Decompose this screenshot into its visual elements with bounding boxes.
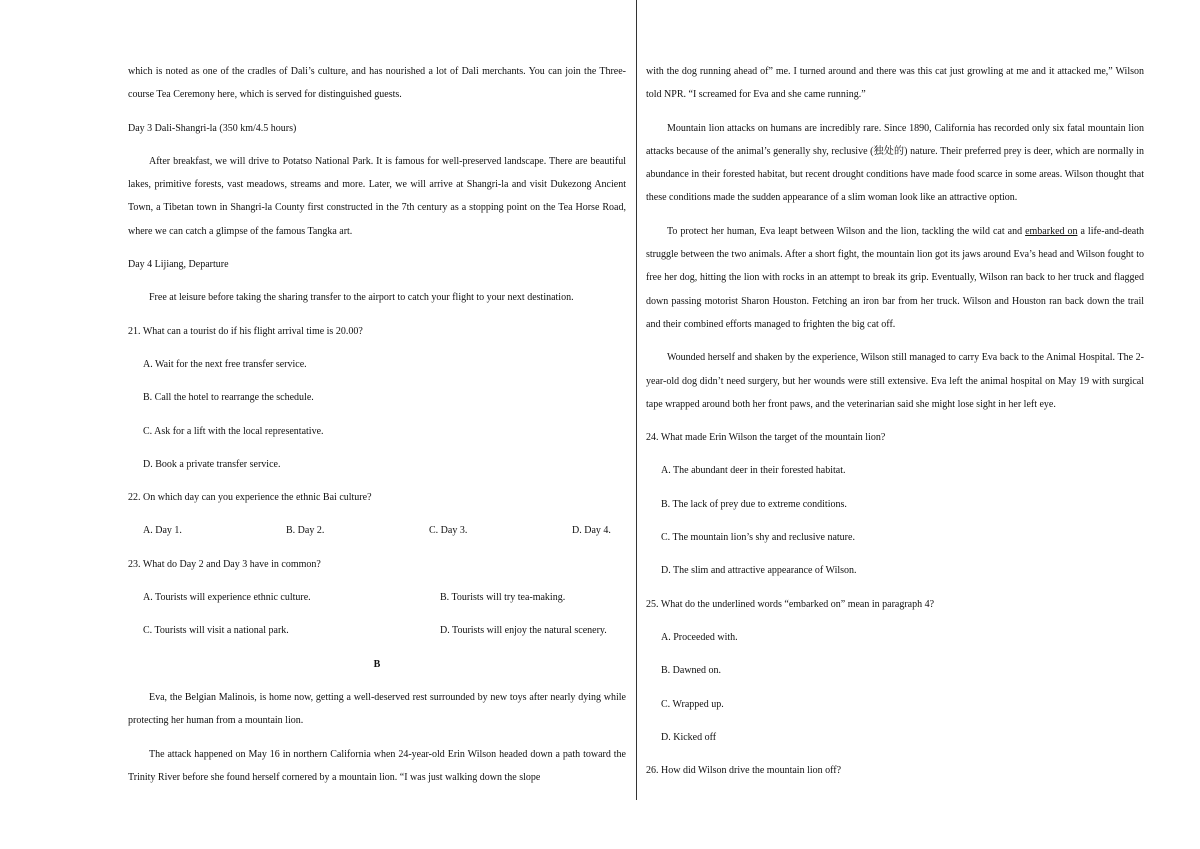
paragraph-4-text-start: To protect her human, Eva leapt between Wilson and the lion, tackling the wild cat and [667,225,1026,237]
q23-option-b: B. Tourists will try tea-making. [440,592,566,604]
passage-b-continued: with the dog running ahead of” me. I turned around and there was this cat just growling at me and it attacked me,” Wilson told NPR. “I screamed for Eva and she came running.” [646,66,1144,101]
q24-option-a: A. The abundant deer in their forested habitat. [661,465,846,477]
question-26: 26. How did Wilson drive the mountain lion off? [646,765,842,777]
q21-option-a: A. Wait for the next free transfer service. [143,358,307,370]
q22-option-a: A. Day 1. [143,525,182,537]
q23-options-row2 [128,619,626,642]
passage-b-paragraph-5: Wounded herself and shaken by the experience, Wilson still managed to carry Eva back to the Animal Hospital. The 2-year-old dog didn’t need surgery, but her wounds were still extensive. Eva left the animal hospital on May 19 with surgical tape wrapped around both her front paws, and the veterinarian said she might lose sight in her left eye. [646,352,1144,410]
day4-paragraph: Free at leisure before taking the sharing transfer to the airport to catch your flight to your next destination. [149,292,574,304]
q25-option-d: D. Kicked off [661,731,717,743]
question-24: 24. What made Erin Wilson the target of the mountain lion? [646,432,886,444]
q24-option-c: C. The mountain lion’s shy and reclusive nature. [661,532,855,544]
underlined-phrase: embarked on [1025,225,1078,237]
passage-b-paragraph-3: Mountain lion attacks on humans are incredibly rare. Since 1890, California has recorded only six fatal mountain lion attacks because of the animal’s generally shy, reclusive (独处的) nature. Their preferred prey is deer, which are normally in abundance in their forested habitat, but recent drought conditions have made food scarce in some areas. Wilson thought that these conditions made the sudden appearance of a slim woman look like an attractive option. [646,122,1144,204]
column-divider [636,0,637,800]
passage-b-paragraph-2: The attack happened on May 16 in northern California when 24-year-old Erin Wilson headed down a path toward the Trinity River before she found herself cornered by a mountain lion. “I was just walking down the slope [128,748,626,783]
q22-options [128,519,626,542]
question-23: 23. What do Day 2 and Day 3 have in common? [128,558,321,570]
q21-option-d: D. Book a private transfer service. [143,458,281,470]
left-column [128,60,626,799]
passage-b-paragraph-1: Eva, the Belgian Malinois, is home now, getting a well-deserved rest surrounded by new toys after nearly dying while protecting her human from a mountain lion. [128,691,626,727]
passage-b-paragraph-4 [646,220,1144,336]
question-25: 25. What do the underlined words “embarked on” mean in paragraph 4? [646,598,935,610]
q25-option-a: A. Proceeded with. [661,631,738,643]
q23-options-row1 [128,586,626,609]
q22-option-b: B. Day 2. [286,525,325,537]
q23-option-c: C. Tourists will visit a national park. [143,625,289,637]
q23-option-a: A. Tourists will experience ethnic culture. [143,592,311,604]
right-column [646,60,1144,792]
q24-option-d: D. The slim and attractive appearance of Wilson. [661,565,857,577]
q22-option-d: D. Day 4. [572,525,611,537]
q22-option-c: C. Day 3. [429,525,468,537]
section-b-heading: B [373,658,381,670]
q21-option-b: B. Call the hotel to rearrange the schedule. [143,392,314,404]
q25-option-b: B. Dawned on. [661,665,721,677]
day3-heading: Day 3 Dali-Shangri-la (350 km/4.5 hours) [128,122,297,134]
q23-option-d: D. Tourists will enjoy the natural scenery. [440,625,607,637]
paragraph-4-text-end: a life-and-death struggle between the two animals. After a short fight, the mountain lion got its jaws around Eva’s head and Wilson fought to free her dog, hitting the lion with rocks in an attempt to break its grip. Eventually, Wilson ran back to her truck and flagged down passing motorist Sharon Houston. Fetching an iron bar from her truck. Wilson and Houston ran back down the trail and their combined efforts managed to frighten the big cat off. [646,225,1144,330]
question-21: 21. What can a tourist do if his flight arrival time is 20.00? [128,325,363,337]
day4-heading: Day 4 Lijiang, Departure [128,259,229,271]
q25-option-c: C. Wrapped up. [661,698,724,710]
q21-option-c: C. Ask for a lift with the local representative. [143,425,324,437]
q24-option-b: B. The lack of prey due to extreme conditions. [661,498,847,510]
question-22: 22. On which day can you experience the ethnic Bai culture? [128,492,372,504]
intro-paragraph: which is noted as one of the cradles of Dali’s culture, and has nourished a lot of Dali merchants. You can join the Three-course Tea Ceremony here, which is served for distinguished guests. [128,66,626,101]
day3-paragraph: After breakfast, we will drive to Potatso National Park. It is famous for well-preserved landscape. There are beautiful lakes, primitive forests, vast meadows, streams and more. Later, we will arrive at Shangri-la and visit Dukezong Ancient Town, a Tibetan town in Shangri-la County first constructed in the 7th century as a stopping point on the Tea Horse Road, where we can catch a glimpse of the famous Tangka art. [128,155,626,237]
